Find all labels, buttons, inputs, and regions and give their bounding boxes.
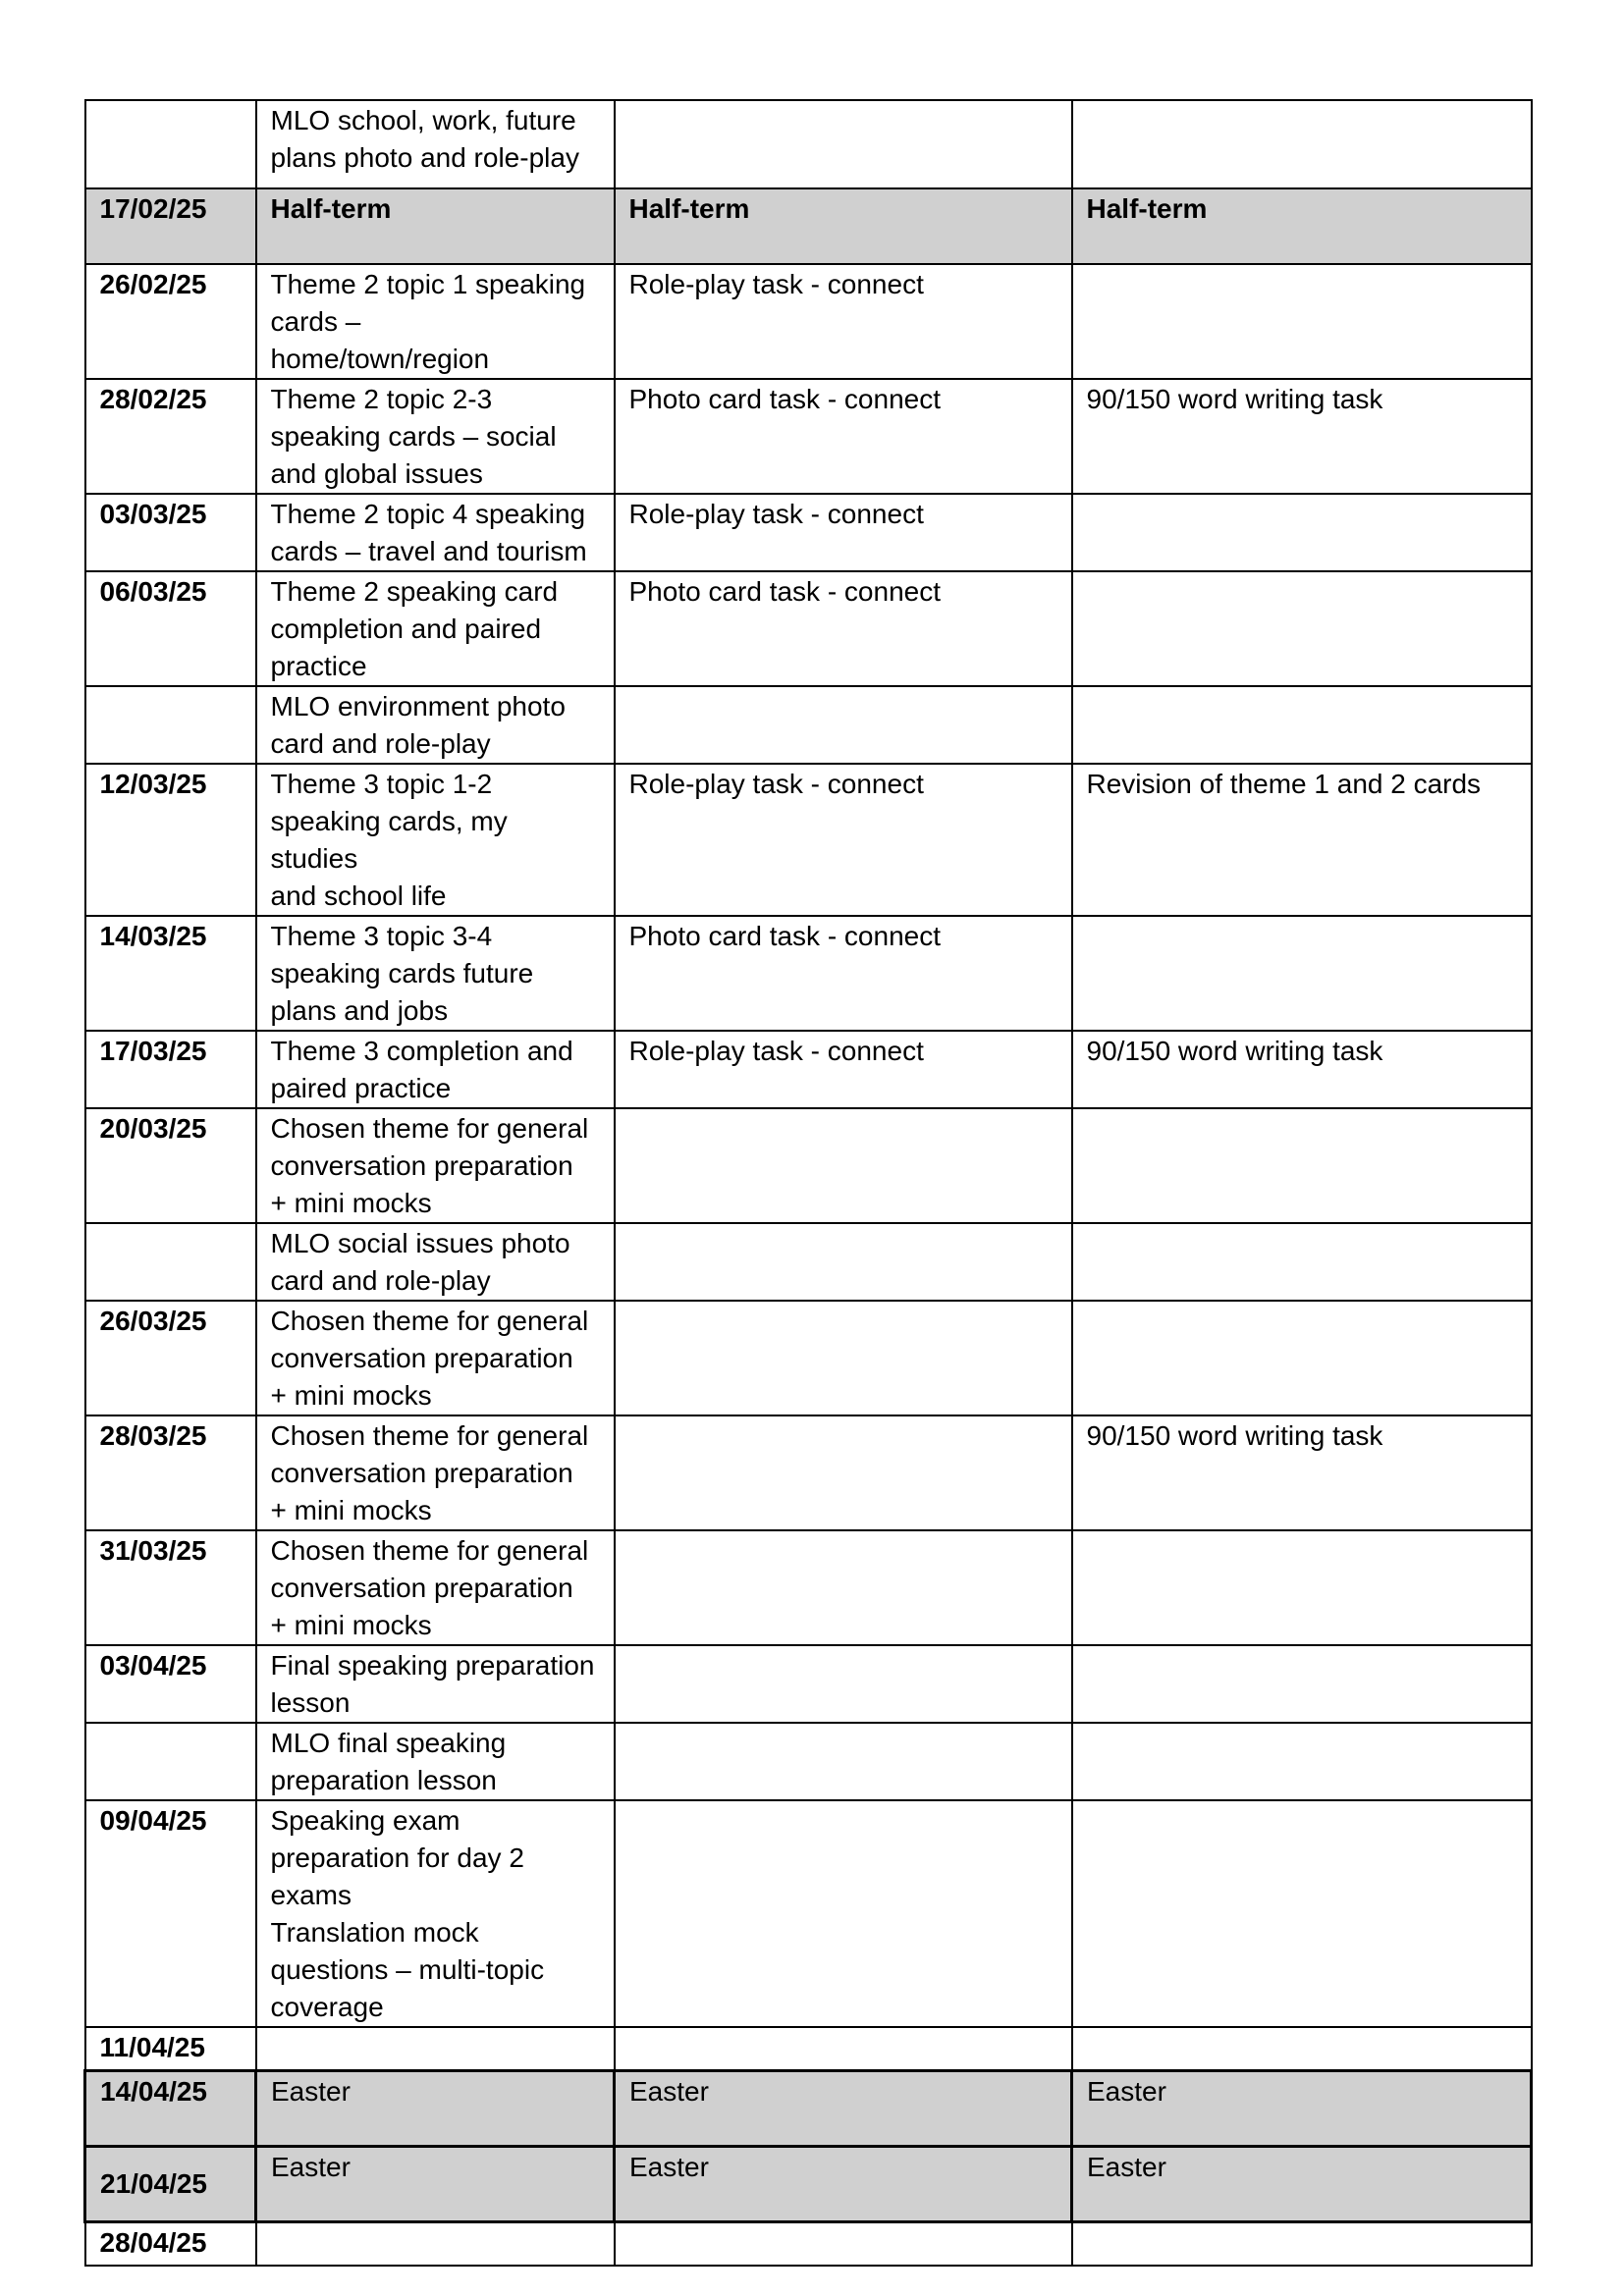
- task-cell: [615, 1415, 1072, 1530]
- homework-cell: [1072, 1800, 1532, 2027]
- scheme-of-work-table: [83, 99, 1533, 2267]
- lesson-cell: Theme 2 topic 2-3 speaking cards – social and global issues: [256, 379, 615, 494]
- homework-cell: [1072, 2221, 1532, 2266]
- table-row: [85, 1415, 1532, 1530]
- task-cell: [615, 1108, 1072, 1223]
- homework-cell: Easter: [1072, 2146, 1532, 2221]
- task-cell: Half-term: [615, 188, 1072, 264]
- task-cell: [615, 2027, 1072, 2070]
- date-cell: 26/02/25: [85, 264, 256, 379]
- homework-cell: Half-term: [1072, 188, 1532, 264]
- date-cell: [85, 686, 256, 764]
- homework-cell: [1072, 494, 1532, 571]
- homework-cell: 90/150 word writing task: [1072, 379, 1532, 494]
- table-row: [85, 188, 1532, 264]
- task-cell: [615, 1645, 1072, 1723]
- lesson-cell: MLO social issues photo card and role-play: [256, 1223, 615, 1301]
- date-cell: 09/04/25: [85, 1800, 256, 2027]
- lesson-cell: Chosen theme for general conversation preparation + mini mocks: [256, 1108, 615, 1223]
- date-cell: 28/03/25: [85, 1415, 256, 1530]
- homework-cell: [1072, 1530, 1532, 1645]
- task-cell: [615, 2221, 1072, 2266]
- table-row: [85, 1223, 1532, 1301]
- homework-cell: [1072, 1645, 1532, 1723]
- task-cell: Photo card task - connect: [615, 379, 1072, 494]
- lesson-cell: Theme 3 topic 3-4 speaking cards future plans and jobs: [256, 916, 615, 1031]
- table-row: [85, 264, 1532, 379]
- table-row: [85, 1723, 1532, 1800]
- date-cell: [85, 1223, 256, 1301]
- date-cell: 28/04/25: [85, 2221, 256, 2266]
- table-row: [85, 1645, 1532, 1723]
- date-cell: 03/04/25: [85, 1645, 256, 1723]
- table-row: [85, 1800, 1532, 2027]
- date-cell: [85, 100, 256, 188]
- lesson-cell: [256, 2221, 615, 2266]
- homework-cell: [1072, 264, 1532, 379]
- task-cell: Role-play task - connect: [615, 264, 1072, 379]
- table-row: [85, 1301, 1532, 1415]
- lesson-cell: Theme 2 speaking card completion and paired practice: [256, 571, 615, 686]
- homework-cell: 90/150 word writing task: [1072, 1415, 1532, 1530]
- homework-cell: [1072, 1223, 1532, 1301]
- homework-cell: [1072, 571, 1532, 686]
- date-cell: 14/04/25: [85, 2070, 256, 2146]
- table-row: [85, 2027, 1532, 2070]
- task-cell: [615, 1223, 1072, 1301]
- homework-cell: [1072, 100, 1532, 188]
- date-cell: 14/03/25: [85, 916, 256, 1031]
- table-row: [85, 916, 1532, 1031]
- date-cell: 06/03/25: [85, 571, 256, 686]
- lesson-cell: Theme 2 topic 4 speaking cards – travel and tourism: [256, 494, 615, 571]
- homework-cell: [1072, 1108, 1532, 1223]
- table-row: [85, 1530, 1532, 1645]
- lesson-cell: MLO school, work, future plans photo and role-play: [256, 100, 615, 188]
- task-cell: [615, 686, 1072, 764]
- lesson-cell: Final speaking preparation lesson: [256, 1645, 615, 1723]
- task-cell: [615, 1723, 1072, 1800]
- lesson-cell: Chosen theme for general conversation preparation + mini mocks: [256, 1301, 615, 1415]
- table-row: [85, 1108, 1532, 1223]
- lesson-cell: Theme 2 topic 1 speaking cards – home/town/region: [256, 264, 615, 379]
- lesson-cell: Speaking exam preparation for day 2 exams Translation mock questions – multi-topic coverage: [256, 1800, 615, 2027]
- date-cell: 17/02/25: [85, 188, 256, 264]
- lesson-cell: [256, 2027, 615, 2070]
- task-cell: Photo card task - connect: [615, 916, 1072, 1031]
- date-cell: 12/03/25: [85, 764, 256, 916]
- date-cell: 31/03/25: [85, 1530, 256, 1645]
- lesson-cell: Easter: [256, 2070, 615, 2146]
- lesson-cell: Theme 3 completion and paired practice: [256, 1031, 615, 1108]
- task-cell: [615, 1800, 1072, 2027]
- lesson-cell: Half-term: [256, 188, 615, 264]
- task-cell: Easter: [615, 2070, 1072, 2146]
- task-cell: Easter: [615, 2146, 1072, 2221]
- table-row: [85, 379, 1532, 494]
- table-row: [85, 764, 1532, 916]
- task-cell: Photo card task - connect: [615, 571, 1072, 686]
- lesson-cell: Easter: [256, 2146, 615, 2221]
- homework-cell: 90/150 word writing task: [1072, 1031, 1532, 1108]
- lesson-cell: Chosen theme for general conversation preparation + mini mocks: [256, 1415, 615, 1530]
- table-row: [85, 2070, 1532, 2146]
- task-cell: [615, 1301, 1072, 1415]
- table-row: [85, 1031, 1532, 1108]
- homework-cell: [1072, 1723, 1532, 1800]
- table-row: [85, 571, 1532, 686]
- date-cell: 11/04/25: [85, 2027, 256, 2070]
- task-cell: Role-play task - connect: [615, 764, 1072, 916]
- lesson-cell: Theme 3 topic 1-2 speaking cards, my studies and school life: [256, 764, 615, 916]
- lesson-cell: Chosen theme for general conversation preparation + mini mocks: [256, 1530, 615, 1645]
- homework-cell: [1072, 916, 1532, 1031]
- lesson-cell: MLO environment photo card and role-play: [256, 686, 615, 764]
- task-cell: [615, 1530, 1072, 1645]
- task-cell: [615, 100, 1072, 188]
- table-row: [85, 100, 1532, 188]
- date-cell: 28/02/25: [85, 379, 256, 494]
- date-cell: [85, 1723, 256, 1800]
- homework-cell: [1072, 1301, 1532, 1415]
- date-cell: 26/03/25: [85, 1301, 256, 1415]
- homework-cell: [1072, 686, 1532, 764]
- table-row: [85, 2221, 1532, 2266]
- table-row: [85, 2146, 1532, 2221]
- lesson-cell: MLO final speaking preparation lesson: [256, 1723, 615, 1800]
- date-cell: 03/03/25: [85, 494, 256, 571]
- homework-cell: [1072, 2027, 1532, 2070]
- homework-cell: Easter: [1072, 2070, 1532, 2146]
- table-body: [85, 100, 1532, 2266]
- task-cell: Role-play task - connect: [615, 1031, 1072, 1108]
- table-row: [85, 686, 1532, 764]
- date-cell: 20/03/25: [85, 1108, 256, 1223]
- table-row: [85, 494, 1532, 571]
- date-cell: 21/04/25: [85, 2146, 256, 2221]
- task-cell: Role-play task - connect: [615, 494, 1072, 571]
- date-cell: 17/03/25: [85, 1031, 256, 1108]
- homework-cell: Revision of theme 1 and 2 cards: [1072, 764, 1532, 916]
